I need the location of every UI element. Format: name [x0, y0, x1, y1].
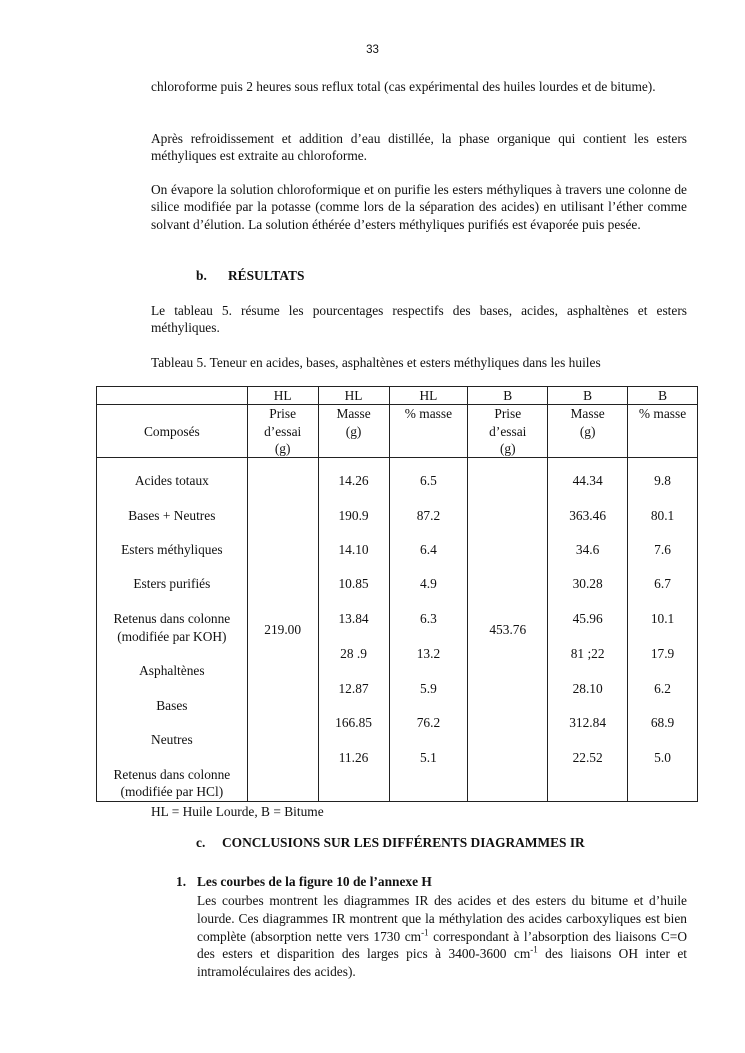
- group-header-cell: [97, 387, 248, 405]
- table-cell: 45.96: [572, 611, 603, 627]
- table-cell: 34.6: [575, 542, 600, 558]
- col-masse-hl: [318, 458, 389, 801]
- col-prise-hl: [247, 458, 318, 801]
- table-caption: Tableau 5. Teneur en acides, bases, asphaltènes et esters méthyliques dans les huiles: [151, 355, 601, 370]
- section-b-letter: b.: [196, 268, 207, 283]
- table-cell: [97, 697, 247, 714]
- group-header-cell: B: [548, 387, 628, 405]
- group-header-cell: B: [628, 387, 698, 405]
- compose-name-line: Retenus dans colonne: [113, 767, 231, 783]
- table-cell: 5.0: [654, 749, 671, 765]
- col-pct-b: [628, 458, 698, 801]
- section-b-heading: [196, 268, 304, 284]
- group-header-row: [97, 387, 698, 405]
- compose-name-line: Esters méthyliques: [121, 542, 223, 558]
- header-masse-hl: [318, 405, 389, 458]
- table-cell: 14.10: [338, 542, 369, 558]
- compose-name-line: Acides totaux: [134, 473, 209, 489]
- section-c-letter: c.: [196, 835, 206, 850]
- table-cell: 166.85: [335, 714, 372, 730]
- paragraph-3: On évapore la solution chloroformique et on purifie les esters méthyliques à travers une colonne de silice modifiée par la potasse (comme lors de la séparation des acides) en utilisant l’éther comme solvant d’élution. La solution éthérée d’esters méthyliques purifiés est évaporée puis pesée.: [151, 182, 687, 232]
- table-cell: [97, 507, 247, 524]
- prise-b-value: 453.76: [489, 621, 527, 637]
- table-cell: [97, 731, 247, 748]
- table-cell: 5.1: [420, 749, 437, 765]
- table-cell: 4.9: [420, 576, 437, 592]
- table-cell: 81 ;22: [570, 645, 605, 661]
- column-header-row: [97, 405, 698, 458]
- table-cell: 44.34: [572, 473, 603, 489]
- header-prise-b: [468, 405, 548, 458]
- header-line: (g): [499, 440, 516, 456]
- table-cell: 13.2: [416, 645, 441, 661]
- header-pct-hl: % masse: [389, 405, 468, 458]
- compose-name-line: Asphaltènes: [139, 663, 205, 679]
- header-prise-hl: [247, 405, 318, 458]
- paragraph-4: Le tableau 5. résume les pourcentages respectifs des bases, acides, asphaltènes et esters méthyliques.: [151, 303, 687, 336]
- results-table: [96, 386, 698, 802]
- table-cell: 6.3: [420, 611, 437, 627]
- table-cell: [97, 575, 247, 592]
- page-number: 33: [366, 44, 379, 56]
- item-text-c: des liaisons OH inter et intramoléculaires des acides).: [197, 946, 687, 980]
- item-1-paragraph: [197, 892, 687, 981]
- header-pct-b: % masse: [628, 405, 698, 458]
- table-cell: 11.26: [338, 749, 369, 765]
- superscript: -1: [421, 927, 429, 938]
- table-cell: 17.9: [650, 645, 675, 661]
- table-cell: 6.7: [654, 576, 671, 592]
- compose-name-line: (modifiée par KOH): [117, 628, 227, 644]
- table-cell: 363.46: [569, 508, 607, 524]
- table-cell: 22.52: [572, 749, 603, 765]
- table-body-row: [97, 458, 698, 801]
- col-masse-b: [548, 458, 628, 801]
- col-composes: [97, 458, 248, 801]
- header-line: (g): [579, 423, 596, 439]
- section-c-title: CONCLUSIONS SUR LES DIFFÉRENTS DIAGRAMMES IR: [222, 835, 585, 850]
- table-cell: 80.1: [650, 508, 675, 524]
- col-pct-hl: [389, 458, 468, 801]
- item-text-a: Les courbes montrent les diagrammes IR des acides et des esters du bitume et d’huile lourde. Ces diagrammes IR montrent que la méthylation des acides carboxyliques est bien complète (absorption nette vers 1730 cm: [197, 893, 687, 944]
- group-header-cell: HL: [389, 387, 468, 405]
- table-cell: 30.28: [572, 576, 603, 592]
- table-cell: 5.9: [420, 680, 437, 696]
- header-line: Prise: [494, 406, 522, 422]
- compose-name-line: (modifiée par HCl): [120, 784, 224, 800]
- table-legend: HL = Huile Lourde, B = Bitume: [151, 804, 324, 819]
- col-prise-b: [468, 458, 548, 801]
- table-cell: 312.84: [569, 714, 607, 730]
- superscript: -1: [530, 944, 538, 955]
- header-composes: Composés: [97, 405, 248, 458]
- prise-hl-value: 219.00: [264, 621, 302, 637]
- header-line: (g): [345, 423, 362, 439]
- table-cell: 28 .9: [340, 645, 367, 661]
- compose-name-line: Esters purifiés: [133, 576, 211, 592]
- table-cell: 10.1: [650, 611, 675, 627]
- header-masse-b: [548, 405, 628, 458]
- group-header-cell: HL: [247, 387, 318, 405]
- compose-name-line: Bases + Neutres: [128, 508, 216, 524]
- compose-name-line: Bases: [156, 698, 188, 714]
- item-number: 1.: [176, 874, 187, 889]
- table-cell: 7.6: [654, 542, 671, 558]
- header-line: Masse: [570, 406, 605, 422]
- table-cell: 76.2: [416, 714, 441, 730]
- table-cell: 9.8: [654, 473, 671, 489]
- section-b-title: RÉSULTATS: [228, 268, 305, 283]
- table-cell: 6.2: [654, 680, 671, 696]
- table-cell: [97, 541, 247, 558]
- item-text-b: correspondant à l’absorption des liaisons C=O des esters et disparition des larges pics à 3400-3600 cm: [197, 928, 688, 962]
- table-cell: 12.87: [338, 680, 369, 696]
- section-c-heading: [196, 835, 585, 851]
- header-line: d’essai: [264, 423, 302, 439]
- table-cell: [97, 766, 247, 801]
- group-header-cell: B: [468, 387, 548, 405]
- table-cell: 190.9: [338, 508, 369, 524]
- paragraph-2: Après refroidissement et addition d’eau distillée, la phase organique qui contient les esters méthyliques est extraite au chloroforme.: [151, 131, 687, 164]
- table-cell: 68.9: [650, 714, 675, 730]
- table-cell: 6.5: [420, 473, 437, 489]
- header-line: Masse: [336, 406, 371, 422]
- paragraph-1: chloroforme puis 2 heures sous reflux total (cas expérimental des huiles lourdes et de bitume).: [151, 79, 656, 94]
- table-cell: 10.85: [338, 576, 369, 592]
- table-cell: 13.84: [338, 611, 369, 627]
- table-cell: [97, 662, 247, 679]
- compose-name-line: Retenus dans colonne: [113, 611, 231, 627]
- header-line: (g): [274, 440, 291, 456]
- table-cell: 14.26: [338, 473, 369, 489]
- header-line: Prise: [269, 406, 297, 422]
- table-cell: 6.4: [420, 542, 437, 558]
- table-cell: 28.10: [572, 680, 603, 696]
- header-line: d’essai: [489, 423, 527, 439]
- table-cell: [97, 472, 247, 489]
- compose-name-line: Neutres: [151, 732, 193, 748]
- numbered-item-heading: [176, 874, 432, 890]
- table-cell: [97, 610, 247, 645]
- table-cell: 87.2: [416, 508, 441, 524]
- item-title: Les courbes de la figure 10 de l’annexe H: [197, 874, 432, 889]
- group-header-cell: HL: [318, 387, 389, 405]
